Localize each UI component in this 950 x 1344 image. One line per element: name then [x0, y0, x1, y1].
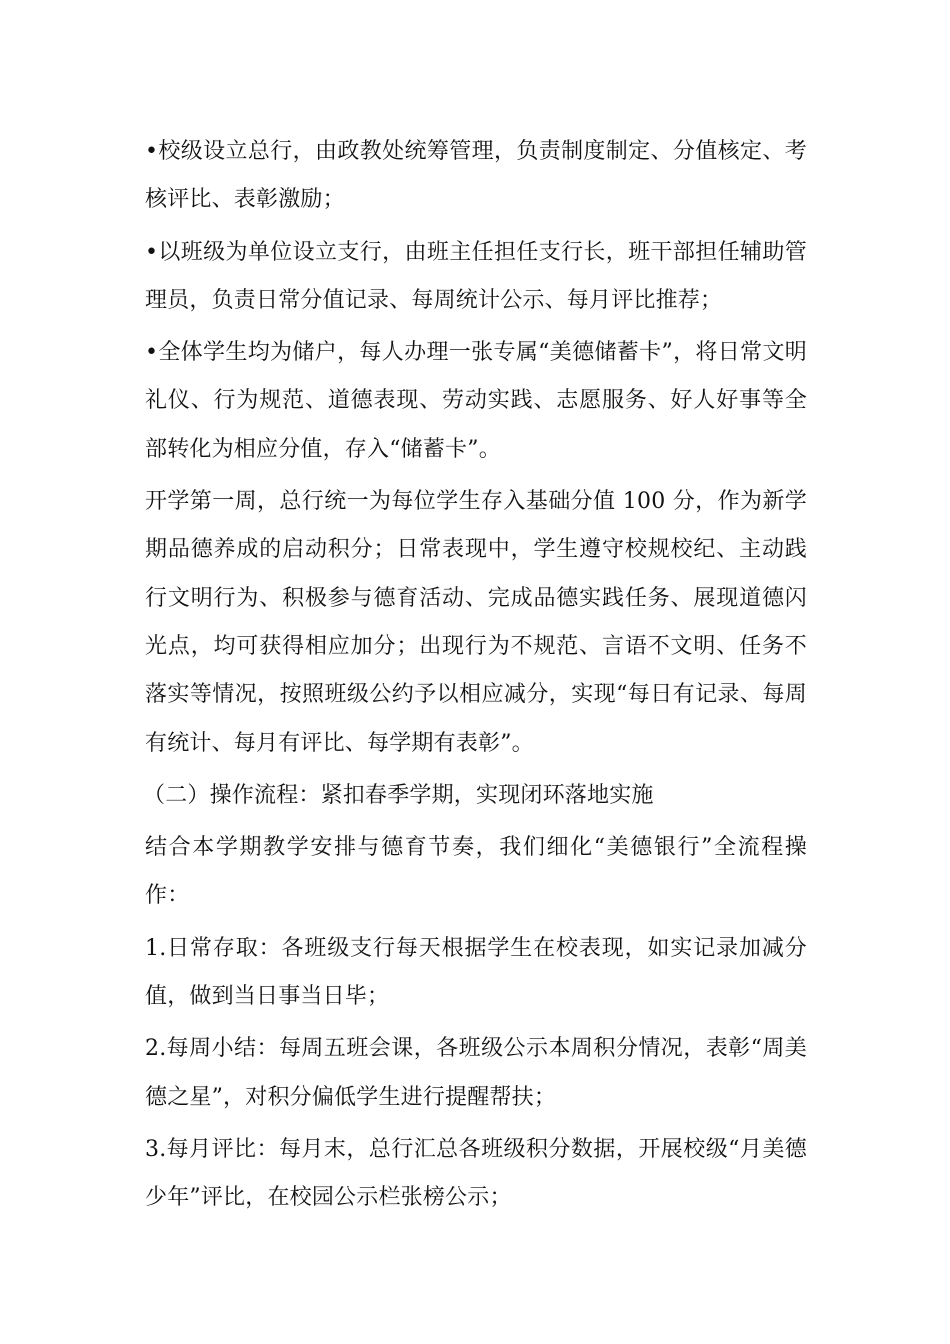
list-item-daily-deposit: 1.日常存取：各班级支行每天根据学生在校表现，如实记录加减分值，做到当日事当日毕；: [145, 935, 807, 1010]
list-item-monthly-review: 3.每月评比：每月末，总行汇总各班级积分数据，开展校级“月美德少年”评比，在校园公示栏张榜公示；: [145, 1136, 807, 1211]
paragraph-school-head-branch: •校级设立总行，由政教处统筹管理，负责制度制定、分值核定、考核评比、表彰激励；: [145, 139, 807, 213]
section-heading-operation-process: （二）操作流程：紧扣春季学期，实现闭环落地实施: [143, 782, 654, 808]
paragraph-student-depositors: •全体学生均为储户，每人办理一张专属“美德储蓄卡”，将日常文明礼仪、行为规范、道德表现、劳动实践、志愿服务、好人好事等全部转化为相应分值，存入“储蓄卡”。: [145, 340, 807, 462]
paragraph-class-sub-branch: •以班级为单位设立支行，由班主任担任支行长，班干部担任辅助管理员，负责日常分值记录、每周统计公示、每月评比推荐；: [145, 239, 807, 313]
paragraph-process-intro: 结合本学期教学安排与德育节奏，我们细化“美德银行”全流程操作：: [145, 835, 807, 909]
list-item-weekly-summary: 2.每周小结：每周五班会课，各班级公示本周积分情况，表彰“周美德之星”，对积分偏低学生进行提醒帮扶；: [145, 1036, 807, 1110]
document-body: [145, 128, 807, 1227]
paragraph-points-rules: 开学第一周，总行统一为每位学生存入基础分值 100 分，作为新学期品德养成的启动积分；日常表现中，学生遵守校规校纪、主动践行文明行为、积极参与德育活动、完成品德实践任务、展现道德闪光点，均可获得相应加分；出现行为不规范、言语不文明、任务不落实等情况，按照班级公约予以相应减分，实现“每日有记录、每周有统计、每月有评比、每学期有表彰”。: [145, 489, 807, 756]
